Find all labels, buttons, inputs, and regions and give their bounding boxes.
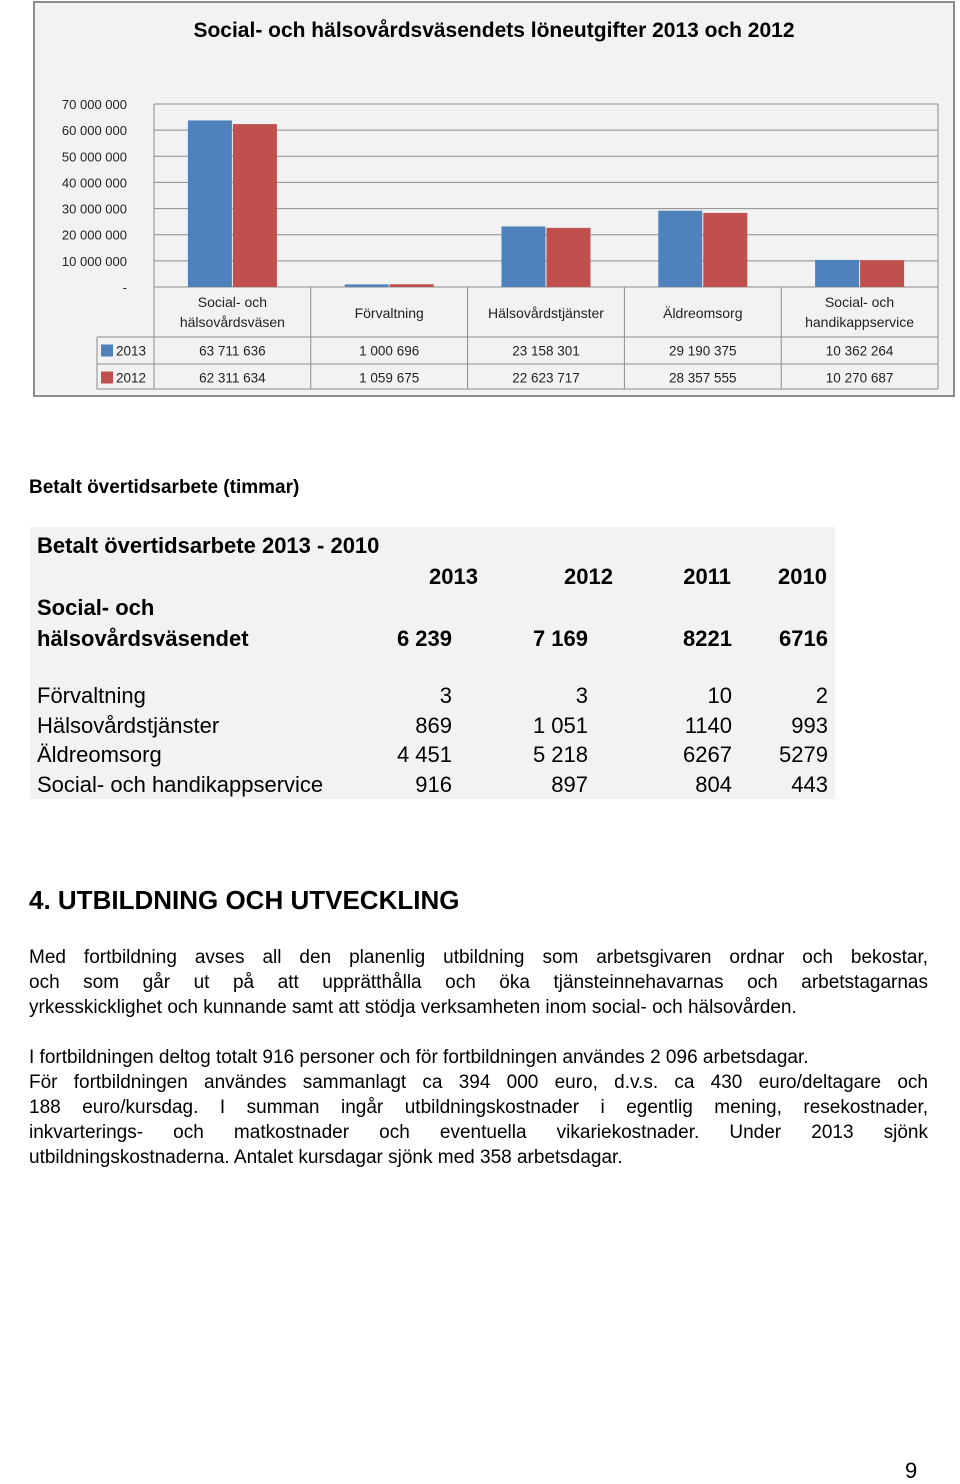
category-label: Social- och [824,294,895,310]
y-tick-label: 30 000 000 [61,201,127,217]
category-label: Hälsovårdstjänster [488,305,604,321]
total-row-label-line2: hälsovårdsväsendet [37,626,249,651]
total-row-value: 6716 [779,626,828,651]
bar-2012 [860,260,904,287]
data-label: 63 711 636 [199,343,266,359]
paragraph-line: yrkesskicklighet och kunnande samt att stödja verksamheten inom social- och hälsovården. [29,997,797,1018]
overtime-heading: Betalt övertidsarbete (timmar) [29,477,300,498]
year-header: 2013 [429,564,478,589]
year-header: 2011 [683,564,731,589]
row-value: 897 [551,772,588,797]
row-value: 443 [791,772,828,797]
bar-2012 [233,124,277,287]
data-label: 22 623 717 [512,370,580,386]
paragraph-line: För fortbildningen användes sammanlagt ca 394 000 euro, d.v.s. ca 430 euro/deltagare och [29,1072,928,1093]
paragraph-line: utbildningskostnaderna. Antalet kursdagar sjönk med 358 arbetsdagar. [29,1147,623,1168]
row-label: Hälsovårdstjänster [37,713,220,738]
bar-2013 [188,120,232,287]
paragraph-2 [29,1045,928,1170]
category-label: Förvaltning [354,305,424,321]
year-header: 2012 [564,564,613,589]
legend-label: 2012 [116,370,147,386]
overtime-table [30,527,835,799]
y-tick-label: 10 000 000 [61,253,127,269]
chart-title: Social- och hälsovårdsväsendets löneutgifter 2013 och 2012 [193,19,795,42]
y-tick-label: 60 000 000 [61,123,127,139]
paragraph-line: I fortbildningen deltog totalt 916 personer och för fortbildningen användes 2 096 arbetsdagar. [29,1047,809,1068]
row-value: 869 [415,713,452,738]
y-tick-label: 70 000 000 [61,97,127,112]
bar-2012 [390,284,434,287]
overtime-table-title: Betalt övertidsarbete 2013 - 2010 [37,533,380,558]
category-label: Äldreomsorg [663,305,743,321]
year-header: 2010 [778,564,827,589]
y-tick-label: - [122,280,127,295]
data-label: 23 158 301 [512,343,580,359]
row-value: 804 [695,772,732,797]
data-label: 29 190 375 [669,343,737,359]
section-heading: 4. UTBILDNING OCH UTVECKLING [29,885,460,915]
data-label: 1 059 675 [359,370,420,386]
row-value: 3 [575,683,588,708]
row-value: 3 [439,683,452,708]
category-label: Social- och [197,294,268,310]
row-value: 10 [707,683,732,708]
bar-2013 [815,260,859,287]
row-value: 1140 [684,713,732,738]
salary-chart [33,1,955,397]
paragraph-line: inkvarterings- och matkostnader och eventuella vikariekostnader. Under 2013 sjönk [29,1122,928,1143]
y-tick-label: 40 000 000 [61,175,127,191]
row-value: 6267 [683,742,732,767]
bar-2012 [703,213,747,287]
category-label: hälsovårdsväsen [179,314,285,330]
total-row-value: 6 239 [396,626,452,651]
page-number: 9 [905,1458,918,1483]
data-label: 10 270 687 [825,370,894,386]
paragraph-1 [29,945,928,1020]
row-value: 993 [791,713,828,738]
total-row-label-line1: Social- och [37,595,155,620]
y-tick-label: 50 000 000 [61,149,127,165]
bar-2013 [502,226,546,287]
bar-2013 [345,284,389,287]
data-label: 10 362 264 [825,343,894,359]
data-label: 28 357 555 [669,370,737,386]
chart-plot [35,3,953,395]
paragraph-line: Med fortbildning avses all den planenlig utbildning som arbetsgivaren ordnar och bekostar, [29,947,928,968]
bar-2012 [547,228,591,287]
row-value: 916 [415,772,452,797]
total-row-value: 7 169 [532,626,588,651]
paragraph-line: och som går ut på att upprätthålla och öka tjänsteinnehavarnas och arbetstagarnas [29,972,928,993]
legend-key-2012 [101,372,113,384]
row-label: Social- och handikappservice [37,772,324,797]
total-row-value: 8221 [683,626,732,651]
row-label: Förvaltning [37,683,146,708]
data-label: 1 000 696 [359,343,420,359]
row-value: 5279 [779,742,828,767]
row-label: Äldreomsorg [37,742,162,767]
legend-key-2013 [101,345,113,357]
row-value: 5 218 [532,742,588,767]
row-value: 1 051 [532,713,588,738]
paragraph-line: 188 euro/kursdag. I summan ingår utbildningskostnader i egentlig mening, resekostnader, [29,1097,928,1118]
category-label: handikappservice [805,314,915,330]
row-value: 4 451 [396,742,452,767]
legend-label: 2013 [116,343,147,359]
bar-2013 [658,211,702,287]
data-label: 62 311 634 [199,370,266,386]
y-tick-label: 20 000 000 [61,227,127,243]
row-value: 2 [815,683,828,708]
